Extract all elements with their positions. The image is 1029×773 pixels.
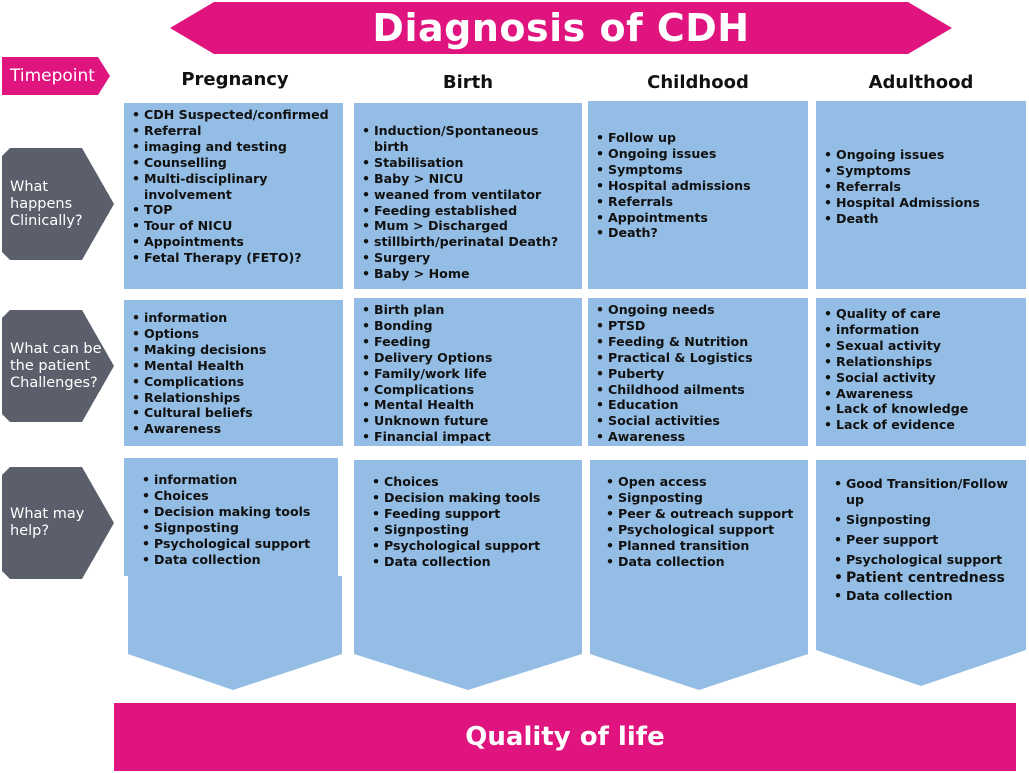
list-item: • Signposting bbox=[372, 522, 540, 538]
cell-challenges-adulthood bbox=[816, 298, 1026, 446]
list-item: • Patient centredness bbox=[834, 570, 1020, 586]
list-item: • information bbox=[132, 310, 335, 326]
column-header-childhood: Childhood bbox=[647, 72, 749, 93]
list-item: • Feeding support bbox=[372, 506, 540, 522]
row-label-clinical-text: What happens Clinically? bbox=[10, 178, 83, 229]
list-item: • TOP bbox=[132, 202, 335, 218]
list-item: • Sexual activity bbox=[824, 338, 1018, 354]
list-item: • Mum > Discharged bbox=[362, 218, 574, 234]
list-item: • Follow up bbox=[596, 130, 800, 146]
quality-of-life-bar bbox=[114, 703, 1016, 771]
cell-help-adulthood bbox=[816, 460, 1026, 686]
list-item: • Referrals bbox=[596, 194, 800, 210]
list-item: • stillbirth/perinatal Death? bbox=[362, 234, 574, 250]
list-item: • Cultural beliefs bbox=[132, 405, 335, 421]
list-item: • Education bbox=[596, 397, 800, 413]
list-item: • Appointments bbox=[132, 234, 335, 250]
list-item: • Making decisions bbox=[132, 342, 335, 358]
list-item: • Family/work life bbox=[362, 366, 574, 382]
list-item: • Referral bbox=[132, 123, 335, 139]
list-item: • Puberty bbox=[596, 366, 800, 382]
list-item: • weaned from ventilator bbox=[362, 187, 574, 203]
list-item: • Lack of evidence bbox=[824, 417, 1018, 433]
list-item: • Feeding bbox=[362, 334, 574, 350]
list-item: • Quality of care bbox=[824, 306, 1018, 322]
list-item: • Awareness bbox=[824, 386, 1018, 402]
row-label-challenges-text: What can be the patient Challenges? bbox=[10, 340, 102, 391]
list-item: • Birth plan bbox=[362, 302, 574, 318]
list-item: • Baby > NICU bbox=[362, 171, 574, 187]
cell-help-pregnancy bbox=[124, 458, 342, 690]
cell-challenges-pregnancy bbox=[124, 300, 343, 446]
list-item: • Relationships bbox=[824, 354, 1018, 370]
list-item: • Ongoing issues bbox=[596, 146, 800, 162]
list-item: • Decision making tools bbox=[372, 490, 540, 506]
list-item: • Awareness bbox=[596, 429, 800, 445]
list-item: • Practical & Logistics bbox=[596, 350, 800, 366]
list-item: • Data collection bbox=[372, 554, 540, 570]
list-item: • Psychological support bbox=[372, 538, 540, 554]
timepoint-tag bbox=[2, 57, 110, 95]
cell-clinical-birth bbox=[354, 103, 582, 289]
row-label-challenges bbox=[2, 310, 114, 422]
list-item: • Relationships bbox=[132, 390, 335, 406]
list-item: • Mental Health bbox=[362, 397, 574, 413]
list-item: • Signposting bbox=[142, 520, 310, 536]
list-item: • Hospital admissions bbox=[596, 178, 800, 194]
list-item: • CDH Suspected/confirmed bbox=[132, 107, 335, 123]
list-item: • Surgery bbox=[362, 250, 574, 266]
list-item: • Symptoms bbox=[596, 162, 800, 178]
list-item: • Data collection bbox=[834, 588, 1020, 604]
list-item: • Mental Health bbox=[132, 358, 335, 374]
list-item: • Multi-disciplinary involvement bbox=[132, 171, 335, 203]
list-item: • Choices bbox=[372, 474, 540, 490]
list-item: • Stabilisation bbox=[362, 155, 574, 171]
list-item: • Complications bbox=[132, 374, 335, 390]
list-item: • Financial impact bbox=[362, 429, 574, 445]
list-item: • Bonding bbox=[362, 318, 574, 334]
title-banner bbox=[170, 2, 952, 54]
list-item: • Social activity bbox=[824, 370, 1018, 386]
list-item: • Open access bbox=[606, 474, 793, 490]
row-label-clinical bbox=[2, 148, 114, 260]
list-item: • Psychological support bbox=[606, 522, 793, 538]
list-item: • Unknown future bbox=[362, 413, 574, 429]
column-header-adulthood: Adulthood bbox=[868, 72, 974, 93]
row-label-help-text: What may help? bbox=[10, 506, 85, 539]
list-item: • Peer & outreach support bbox=[606, 506, 793, 522]
list-item: • information bbox=[824, 322, 1018, 338]
cell-clinical-childhood bbox=[588, 101, 808, 289]
list-item: • Appointments bbox=[596, 210, 800, 226]
list-item: • Ongoing needs bbox=[596, 302, 800, 318]
list-item: • Childhood ailments bbox=[596, 382, 800, 398]
list-item: • Referrals bbox=[824, 179, 1018, 195]
list-item: • Induction/Spontaneous birth bbox=[362, 123, 574, 155]
list-item: • Feeding & Nutrition bbox=[596, 334, 800, 350]
timepoint-label: Timepoint bbox=[10, 66, 95, 86]
list-item: • Hospital Admissions bbox=[824, 195, 1018, 211]
cell-challenges-birth bbox=[354, 298, 582, 446]
list-item: • Complications bbox=[362, 382, 574, 398]
list-item: • Good Transition/Follow up bbox=[834, 476, 1020, 508]
quality-of-life-label: Quality of life bbox=[465, 722, 665, 752]
list-item: • Psychological support bbox=[142, 536, 310, 552]
list-item: • Lack of knowledge bbox=[824, 401, 1018, 417]
list-item: • Choices bbox=[142, 488, 310, 504]
list-item: • Decision making tools bbox=[142, 504, 310, 520]
column-header-pregnancy: Pregnancy bbox=[181, 69, 289, 90]
list-item: • Social activities bbox=[596, 413, 800, 429]
list-item: • Signposting bbox=[834, 512, 1020, 528]
list-item: • Fetal Therapy (FETO)? bbox=[132, 250, 335, 266]
list-item: • Symptoms bbox=[824, 163, 1018, 179]
list-item: • Death bbox=[824, 211, 1018, 227]
list-item: • Counselling bbox=[132, 155, 335, 171]
list-item: • Delivery Options bbox=[362, 350, 574, 366]
list-item: • Awareness bbox=[132, 421, 335, 437]
cell-clinical-adulthood bbox=[816, 101, 1026, 289]
list-item: • Tour of NICU bbox=[132, 218, 335, 234]
list-item: • information bbox=[142, 472, 310, 488]
list-item: • Options bbox=[132, 326, 335, 342]
cell-challenges-childhood bbox=[588, 298, 808, 446]
list-item: • Peer support bbox=[834, 532, 1020, 548]
cell-help-childhood bbox=[590, 460, 808, 690]
list-item: • Death? bbox=[596, 225, 800, 241]
cell-help-birth bbox=[354, 460, 582, 690]
list-item: • PTSD bbox=[596, 318, 800, 334]
list-item: • Baby > Home bbox=[362, 266, 574, 282]
list-item: • imaging and testing bbox=[132, 139, 335, 155]
diagram-title: Diagnosis of CDH bbox=[372, 6, 750, 50]
list-item: • Ongoing issues bbox=[824, 147, 1018, 163]
row-label-help bbox=[2, 467, 114, 579]
list-item: • Psychological support bbox=[834, 552, 1020, 568]
column-header-birth: Birth bbox=[442, 72, 494, 93]
list-item: • Planned transition bbox=[606, 538, 793, 554]
list-item: • Signposting bbox=[606, 490, 793, 506]
cell-clinical-pregnancy bbox=[124, 103, 343, 289]
list-item: • Data collection bbox=[606, 554, 793, 570]
list-item: • Data collection bbox=[142, 552, 310, 568]
list-item: • Feeding established bbox=[362, 203, 574, 219]
